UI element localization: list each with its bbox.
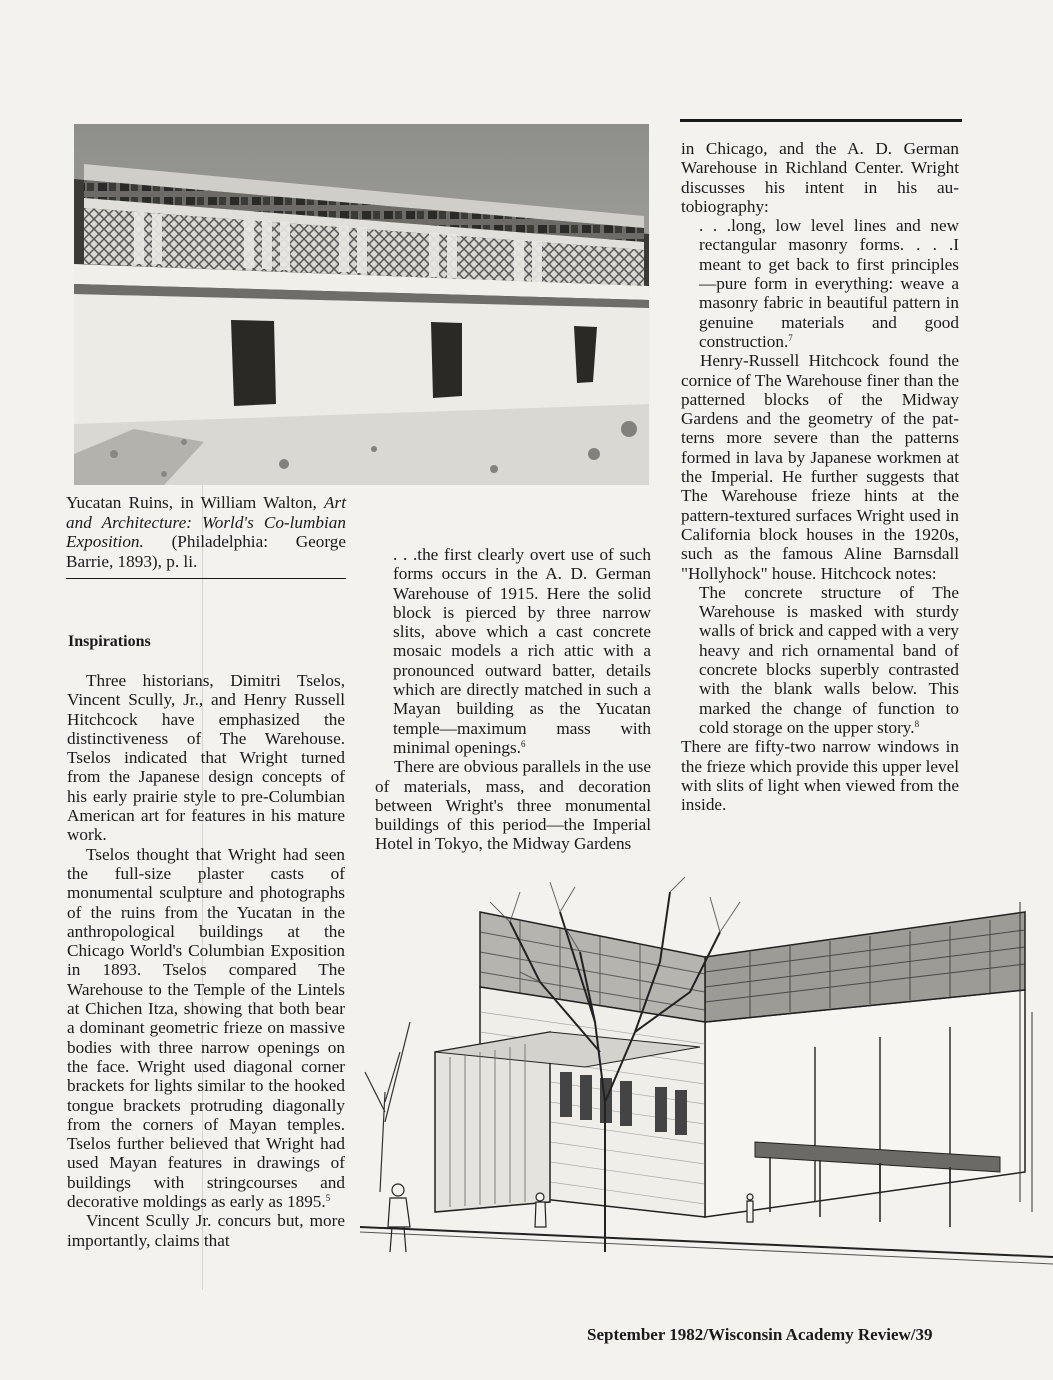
column-3 — [681, 139, 959, 814]
page-footer: September 1982/Wisconsin Academy Review/39 — [587, 1325, 933, 1344]
caption-citation: (Philadelphia: George Barrie, 1893), p. li. — [66, 532, 346, 571]
column-2 — [375, 545, 651, 854]
warehouse-drawing — [360, 872, 1053, 1267]
hitchcock-quote — [699, 583, 959, 737]
top-right-rule — [680, 119, 962, 122]
hitchcock-quote-text: The concrete structure of The Warehouse is masked with sturdy walls of brick and capped with a very heavy and rich ornamental band of concrete blocks superbly contrasted with the blank walls below. This marked the change of function to cold storage on the upper story. — [699, 582, 959, 737]
col3-paragraph-3: There are fifty-two narrow windows in the frieze which provide this upper level with slits of light when viewed from the inside. — [681, 737, 959, 815]
caption-text-start: Yucatan Ruins, in William Walton, — [66, 493, 317, 512]
footnote-ref: 5 — [325, 1193, 331, 1204]
col3-paragraph-1: in Chicago, and the A. D. German Warehouse in Richland Center. Wright discusses his intent in his autobiography: — [681, 139, 959, 216]
column-1 — [67, 671, 345, 1250]
footnote-ref: 7 — [788, 332, 793, 343]
caption-book-title: Art and Architecture: World's Co-lumbian Exposition. — [66, 493, 347, 552]
col1-paragraph-3: Vincent Scully Jr. concurs but, more importantly, claims that — [67, 1211, 345, 1250]
col1-paragraph-2-text: Tselos thought that Wright had seen the full-size plaster casts of monumental sculpture and photographs of the ruins from the Yucatan in the anthropological buildings at the Chicago World's Columbian Exposition in 1893. Tselos compared The Warehouse to the Temple of the Lintels at Chichen Itza, showing that both bear a dominant geometric frieze on massive bodies with three narrow openings on the face. Wright used diagonal corner brackets for lights similar to the hooked tongue brackets protruding diagonally from the corners of Mayan temples. Tselos further believed that Wright had used Mayan features in drawings of buildings with stringcourses and decorative moldings as early as 1895. — [67, 844, 345, 1212]
photo-caption — [66, 493, 346, 571]
section-heading: Inspirations — [68, 633, 151, 650]
col2-paragraph-1: There are obvious parallels in the use of materials, mass, and decoration between Wright's three monumental buildings of this period—the Imperial Hotel in Tokyo, the Midway Gardens — [375, 757, 651, 854]
col1-paragraph-1: Three historians, Dimitri Tselos, Vincent Scully, Jr., and Henry Russell Hitchcock have emphasized the distinctiveness of The Warehouse. Tselos indicated that Wright turned from the Japanese design concepts of his early prairie style to pre-Columbian American art for features in his mature work. — [67, 671, 345, 845]
col1-paragraph-2 — [67, 845, 345, 1212]
footnote-ref: 8 — [914, 718, 920, 729]
col3-paragraph-2: Henry-Russell Hitchcock found the cornice of The Warehouse finer than the patterned blocks of the Midway Gardens and the geometry of the patterns more severe than the patterns formed in lava by Japanese workmen at the Imperial. He further suggests that The Warehouse frieze hints at the pattern-textured surfaces Wright used in California block houses in the 1920s, such as the famous Aline Barnsdall "Hollyhock" house. Hitchcock notes: — [681, 351, 959, 583]
wright-quote — [699, 216, 959, 351]
footnote-ref: 6 — [520, 738, 526, 749]
yucatan-ruins-photo — [74, 124, 649, 485]
wright-quote-text: . . .long, low level lines and new rectangular masonry forms. . . .I meant to get back to first principles—pure form in everything: weave a masonry fabric in beautiful pattern in genuine materials and good construction. — [699, 216, 959, 351]
scully-quote — [393, 545, 651, 757]
scully-quote-text: . . .the first clearly overt use of such forms occurs in the A. D. German Warehouse of 1915. Here the solid block is pierced by three narrow slits, above which a cast concrete mosaic models a rich attic with a pronounced outward batter, details which are directly matched in such a Mayan building as the Yucatan temple—maximum mass with minimal openings. — [393, 545, 651, 757]
caption-divider — [66, 578, 346, 579]
